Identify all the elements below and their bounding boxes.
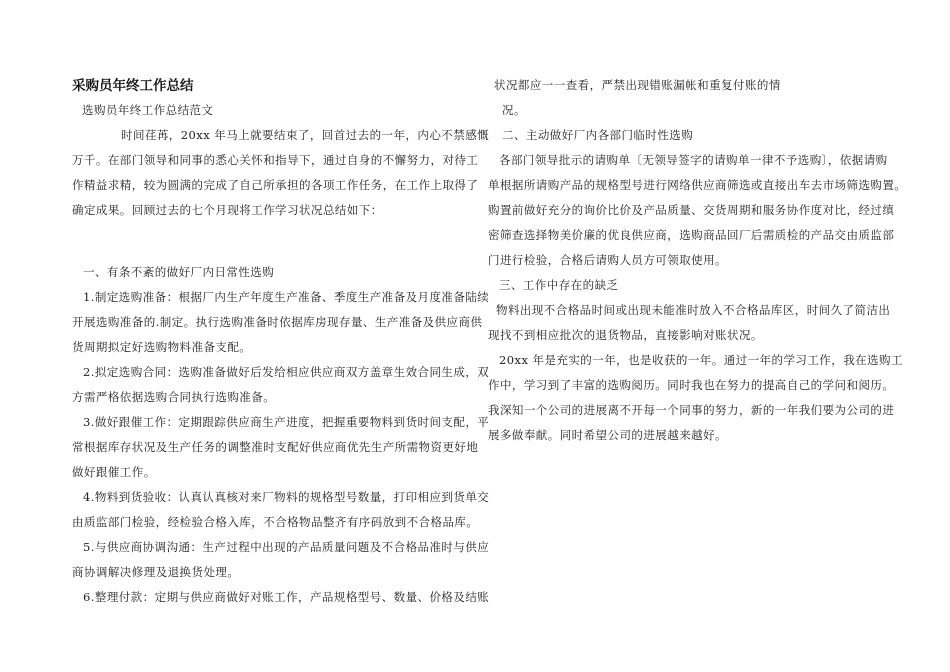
body-line: 确定成果。回顾过去的七个月现将工作学习状况总结如下： [72, 203, 383, 217]
body-line: 商协调解决修理及退换货处理。 [72, 565, 240, 579]
body-line: 方需严格依据选购合同执行选购准备。 [72, 390, 276, 404]
body-line: 现找不到相应批次的退货物品，直接影响对账状况。 [488, 328, 763, 342]
body-line: 各部门领导批示的请购单〔无领导签字的请购单一律不予选购〕，依据请购 [499, 153, 888, 167]
body-line: 况。 [502, 103, 526, 117]
body-line: 做好跟催工作。 [72, 465, 156, 479]
body-line: 我深知一个公司的进展离不开每一个同事的努力，新的一年我们要为公司的进 [488, 403, 895, 417]
body-line: 1.制定选购准备：根据厂内生产年度生产准备、季度生产准备及月度准备陆续 [83, 290, 490, 304]
body-line: 门进行检验，合格后请购人员方可领取使用。 [488, 253, 727, 267]
body-line: 状况都应一一查看，严禁出现错账漏帐和重复付账的情 [494, 78, 781, 92]
right-column [488, 73, 907, 448]
document-title: 采购员年终工作总结 [72, 78, 194, 94]
body-line: 4.物料到货验收：认真认真核对来厂物料的规格型号数量，打印相应到货单交 [83, 490, 490, 504]
body-line: 由质监部门检验，经检验合格入库，不合格物品整齐有序码放到不合格品库。 [72, 515, 479, 529]
section-heading: 三、工作中存在的缺乏 [499, 278, 619, 292]
body-line: 时间荏苒，20xx 年马上就要结束了，回首过去的一年，内心不禁感慨 [121, 128, 490, 142]
body-line: 开展选购准备的.制定。执行选购准备时依据库房现存量、生产准备及供应商供 [72, 315, 483, 329]
body-line: 展多做奉献。同时希望公司的进展越来越好。 [488, 428, 727, 442]
body-line: 密筛查选择物美价廉的优良供应商，选购商品回厂后需质检的产品交由质监部 [488, 228, 895, 242]
section-heading: 一、有条不紊的做好厂内日常性选购 [83, 265, 275, 279]
document-subtitle: 选购员年终工作总结范文 [82, 103, 214, 117]
body-line: 3.做好跟催工作：定期跟踪供应商生产进度，把握重要物料到货时间支配，平 [83, 415, 490, 429]
left-column [72, 123, 490, 610]
body-line: 6.整理付款：定期与供应商做好对账工作，产品规格型号、数量、价格及结账 [83, 590, 490, 604]
body-line: 作中，学习到了丰富的选购阅历。同时我也在努力的提高自己的学问和阅历。 [488, 378, 895, 392]
section-heading: 二、主动做好厂内各部门临时性选购 [502, 128, 694, 142]
body-line: 作精益求精，较为圆满的完成了自己所承担的各项工作任务，在工作上取得了 [72, 178, 479, 192]
body-line: 常根据库存状况及生产任务的调整准时支配好供应商优先生产所需物资更好地 [72, 440, 479, 454]
body-line: 单根据所请购产品的规格型号进行网络供应商筛选或直接出车去市场筛选购置。 [488, 178, 907, 192]
body-line: 万千。在部门领导和同事的悉心关怀和指导下，通过自身的不懈努力，对待工 [72, 153, 479, 167]
body-line: 购置前做好充分的询价比价及产品质量、交货周期和服务协作度对比，经过缜 [488, 203, 895, 217]
blank-line [72, 223, 464, 248]
body-line: 2.拟定选购合同：选购准备做好后发给相应供应商双方盖章生效合同生成，双 [83, 365, 490, 379]
body-line: 20xx 年是充实的一年，也是收获的一年。通过一年的学习工作，我在选购工 [499, 353, 903, 367]
body-line: 5.与供应商协调沟通：生产过程中出现的产品质量问题及不合格品准时与供应 [83, 540, 490, 554]
body-line: 物料出现不合格品时间或出现未能准时放入不合格品库区，时间久了简洁出 [496, 303, 891, 317]
body-line: 货周期拟定好选购物料准备支配。 [72, 340, 252, 354]
